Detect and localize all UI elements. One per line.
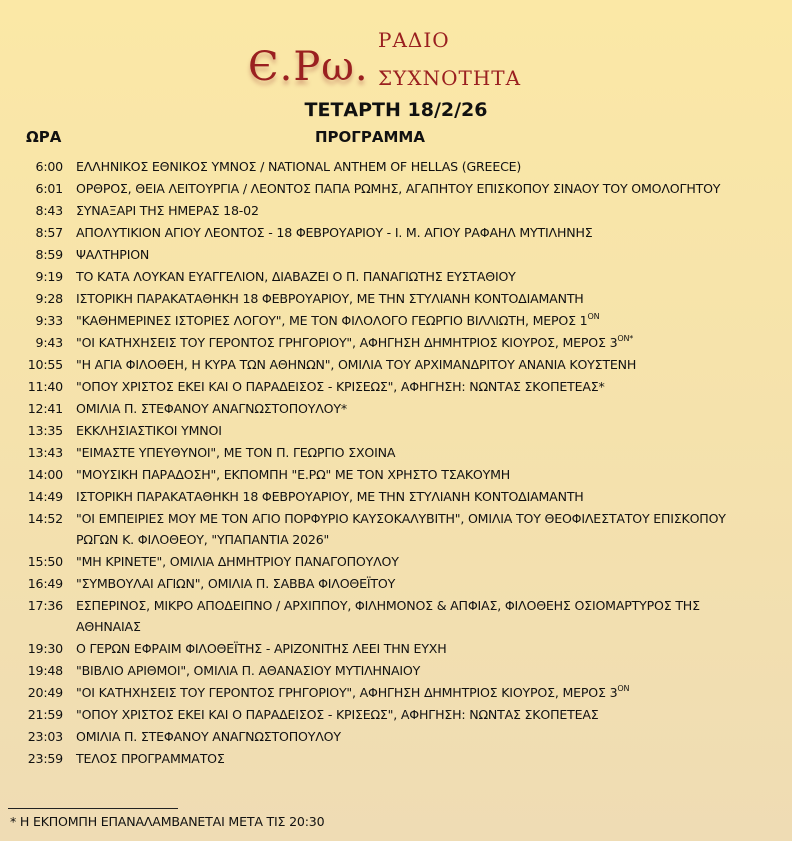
schedule-row <box>0 573 792 594</box>
schedule-description <box>76 486 766 507</box>
schedule-time: 9:33 <box>35 313 63 328</box>
schedule-row <box>0 442 792 463</box>
schedule-time: 14:52 <box>27 511 63 526</box>
schedule-time: 19:30 <box>27 641 63 656</box>
ordinal-suffix: ΟΝ* <box>617 334 634 343</box>
schedule-description <box>76 420 766 441</box>
description-text: ΨΑΛΤΗΡΙΟΝ <box>76 247 150 262</box>
schedule-description <box>76 200 766 221</box>
schedule-description <box>76 508 766 550</box>
schedule-time: 9:43 <box>35 335 63 350</box>
logo-mark: Є.Ρω. <box>248 44 369 90</box>
schedule-description <box>76 442 766 463</box>
schedule-list <box>0 156 792 770</box>
schedule-time: 9:19 <box>35 269 63 284</box>
description-text: "ΜΗ ΚΡΙΝΕΤΕ", ΟΜΙΛΙΑ ΔΗΜΗΤΡΙΟΥ ΠΑΝΑΓΟΠΟΥΛΟΥ <box>76 554 399 569</box>
schedule-row <box>0 464 792 485</box>
schedule-time: 6:00 <box>35 159 63 174</box>
logo-line-1: ΡΑΔΙΟ <box>378 28 450 52</box>
description-text: ΤΕΛΟΣ ΠΡΟΓΡΑΜΜΑΤΟΣ <box>76 751 225 766</box>
schedule-row <box>0 726 792 747</box>
description-text: "ΣΥΜΒΟΥΛΑΙ ΑΓΙΩΝ", ΟΜΙΛΙΑ Π. ΣΑΒΒΑ ΦΙΛΟΘΕΪΤΟΥ <box>76 576 396 591</box>
schedule-row <box>0 638 792 659</box>
schedule-description <box>76 178 766 199</box>
schedule-description <box>76 310 766 331</box>
schedule-row <box>0 288 792 309</box>
schedule-description <box>76 376 766 397</box>
schedule-row <box>0 332 792 353</box>
ordinal-suffix: ΟΝ <box>617 684 630 693</box>
description-text: "ΟΙ ΚΑΤΗΧΗΣΕΙΣ ΤΟΥ ΓΕΡΟΝΤΟΣ ΓΡΗΓΟΡΙΟΥ", ΑΦΗΓΗΣΗ ΔΗΜΗΤΡΙΟΣ ΚΙΟΥΡΟΣ, ΜΕΡΟΣ 3 <box>76 335 618 350</box>
ordinal-suffix: ΟΝ <box>587 312 600 321</box>
schedule-row <box>0 200 792 221</box>
schedule-row <box>0 551 792 572</box>
description-text: ΣΥΝΑΞΑΡΙ ΤΗΣ ΗΜΕΡΑΣ 18-02 <box>76 203 259 218</box>
schedule-time: 9:28 <box>35 291 63 306</box>
schedule-time: 23:59 <box>27 751 63 766</box>
schedule-row <box>0 266 792 287</box>
schedule-description <box>76 726 766 747</box>
schedule-description <box>76 551 766 572</box>
footnote: * Η ΕΚΠΟΜΠΗ ΕΠΑΝΑΛΑΜΒΑΝΕΤΑΙ ΜΕΤΑ ΤΙΣ 20:30 <box>10 814 325 829</box>
schedule-time: 14:00 <box>27 467 63 482</box>
schedule-time: 13:35 <box>27 423 63 438</box>
program-column-header: ΠΡΟΓΡΑΜΜΑ <box>315 128 425 146</box>
schedule-date-title: ΤΕΤΑΡΤΗ 18/2/26 <box>304 99 488 121</box>
schedule-time: 6:01 <box>35 181 63 196</box>
schedule-row <box>0 178 792 199</box>
schedule-description <box>76 748 766 769</box>
schedule-description <box>76 660 766 681</box>
schedule-row <box>0 156 792 177</box>
schedule-row <box>0 660 792 681</box>
schedule-time: 23:03 <box>27 729 63 744</box>
schedule-description <box>76 222 766 243</box>
schedule-description <box>76 595 766 637</box>
schedule-time: 12:41 <box>27 401 63 416</box>
description-text: ΙΣΤΟΡΙΚΗ ΠΑΡΑΚΑΤΑΘΗΚΗ 18 ΦΕΒΡΟΥΑΡΙΟΥ, ΜΕ ΤΗΝ ΣΤΥΛΙΑΝΗ ΚΟΝΤΟΔΙΑΜΑΝΤΗ <box>76 291 584 306</box>
schedule-description <box>76 704 766 725</box>
description-text: "ΕΙΜΑΣΤΕ ΥΠΕΥΘΥΝΟΙ", ΜΕ ΤΟΝ Π. ΓΕΩΡΓΙΟ ΣΧΟΙΝΑ <box>76 445 396 460</box>
schedule-description <box>76 398 766 419</box>
schedule-row <box>0 310 792 331</box>
description-text: ΙΣΤΟΡΙΚΗ ΠΑΡΑΚΑΤΑΘΗΚΗ 18 ΦΕΒΡΟΥΑΡΙΟΥ, ΜΕ ΤΗΝ ΣΤΥΛΙΑΝΗ ΚΟΝΤΟΔΙΑΜΑΝΤΗ <box>76 489 584 504</box>
schedule-time: 13:43 <box>27 445 63 460</box>
schedule-row <box>0 682 792 703</box>
schedule-description <box>76 354 766 375</box>
schedule-time: 19:48 <box>27 663 63 678</box>
description-text: ΟΡΘΡΟΣ, ΘΕΙΑ ΛΕΙΤΟΥΡΓΙΑ / ΛΕΟΝΤΟΣ ΠΑΠΑ ΡΩΜΗΣ, ΑΓΑΠΗΤΟΥ ΕΠΙΣΚΟΠΟΥ ΣΙΝΑΟΥ ΤΟΥ ΟΜΟΛΟΓΗΤΟΥ <box>76 181 721 196</box>
station-logo <box>248 28 528 98</box>
schedule-description <box>76 464 766 485</box>
schedule-row <box>0 748 792 769</box>
description-text: ΕΚΚΛΗΣΙΑΣΤΙΚΟΙ ΥΜΝΟΙ <box>76 423 222 438</box>
schedule-time: 17:36 <box>27 598 63 613</box>
schedule-row <box>0 354 792 375</box>
schedule-description <box>76 638 766 659</box>
schedule-row <box>0 222 792 243</box>
description-text: ΕΛΛΗΝΙΚΟΣ ΕΘΝΙΚΟΣ ΥΜΝΟΣ / NATIONAL ANTHEM OF HELLAS (GREECE) <box>76 159 522 174</box>
description-text: "Η ΑΓΙΑ ΦΙΛΟΘΕΗ, Η ΚΥΡΑ ΤΩΝ ΑΘΗΝΩΝ", ΟΜΙΛΙΑ ΤΟΥ ΑΡΧΙΜΑΝΔΡΙΤΟΥ ΑΝΑΝΙΑ ΚΟΥΣΤΕΝΗ <box>76 357 637 372</box>
schedule-description <box>76 288 766 309</box>
footnote-divider <box>8 808 178 809</box>
schedule-description <box>76 266 766 287</box>
schedule-time: 21:59 <box>27 707 63 722</box>
schedule-row <box>0 595 792 637</box>
schedule-description <box>76 156 766 177</box>
description-text: "ΟΠΟΥ ΧΡΙΣΤΟΣ ΕΚΕΙ ΚΑΙ Ο ΠΑΡΑΔΕΙΣΟΣ - ΚΡΙΣΕΩΣ", ΑΦΗΓΗΣΗ: ΝΩΝΤΑΣ ΣΚΟΠΕΤΕΑΣ* <box>76 379 605 394</box>
schedule-row <box>0 244 792 265</box>
schedule-row <box>0 486 792 507</box>
description-text: Ο ΓΕΡΩΝ ΕΦΡΑΙΜ ΦΙΛΟΘΕΪΤΗΣ - ΑΡΙΖΟΝΙΤΗΣ ΛΕΕΙ ΤΗΝ ΕΥΧΗ <box>76 641 447 656</box>
schedule-description <box>76 573 766 594</box>
schedule-time: 8:59 <box>35 247 63 262</box>
schedule-time: 11:40 <box>27 379 63 394</box>
schedule-time: 8:57 <box>35 225 63 240</box>
description-text: ΑΠΟΛΥΤΙΚΙΟΝ ΑΓΙΟΥ ΛΕΟΝΤΟΣ - 18 ΦΕΒΡΟΥΑΡΙΟΥ - Ι. Μ. ΑΓΙΟΥ ΡΑΦΑΗΛ ΜΥΤΙΛΗΝΗΣ <box>76 225 593 240</box>
description-text: "ΜΟΥΣΙΚΗ ΠΑΡΑΔΟΣΗ", ΕΚΠΟΜΠΗ "Ε.ΡΩ" ΜΕ ΤΟΝ ΧΡΗΣΤΟ ΤΣΑΚΟΥΜΗ <box>76 467 511 482</box>
schedule-description <box>76 332 766 353</box>
description-text: ΟΜΙΛΙΑ Π. ΣΤΕΦΑΝΟΥ ΑΝΑΓΝΩΣΤΟΠΟΥΛΟΥ <box>76 729 341 744</box>
schedule-time: 20:49 <box>27 685 63 700</box>
schedule-time: 15:50 <box>27 554 63 569</box>
schedule-row <box>0 704 792 725</box>
description-text: "ΒΙΒΛΙΟ ΑΡΙΘΜΟΙ", ΟΜΙΛΙΑ Π. ΑΘΑΝΑΣΙΟΥ ΜΥΤΙΛΗΝΑΙΟΥ <box>76 663 421 678</box>
schedule-row <box>0 508 792 550</box>
logo-line-2: ΣΥΧΝΟΤΗΤΑ <box>378 66 522 90</box>
schedule-time: 14:49 <box>27 489 63 504</box>
description-text: "ΟΙ ΚΑΤΗΧΗΣΕΙΣ ΤΟΥ ΓΕΡΟΝΤΟΣ ΓΡΗΓΟΡΙΟΥ", ΑΦΗΓΗΣΗ ΔΗΜΗΤΡΙΟΣ ΚΙΟΥΡΟΣ, ΜΕΡΟΣ 3 <box>76 685 618 700</box>
schedule-row <box>0 376 792 397</box>
schedule-time: 16:49 <box>27 576 63 591</box>
schedule-time: 8:43 <box>35 203 63 218</box>
description-text: ΤΟ ΚΑΤΑ ΛΟΥΚΑΝ ΕΥΑΓΓΕΛΙΟΝ, ΔΙΑΒΑΖΕΙ Ο Π. ΠΑΝΑΓΙΩΤΗΣ ΕΥΣΤΑΘΙΟΥ <box>76 269 516 284</box>
description-text: ΕΣΠΕΡΙΝΟΣ, ΜΙΚΡΟ ΑΠΟΔΕΙΠΝΟ / ΑΡΧΙΠΠΟΥ, ΦΙΛΗΜΟΝΟΣ & ΑΠΦΙΑΣ, ΦΙΛΟΘΕΗΣ ΟΣΙΟΜΑΡΤΥΡΟΣ ΤΗΣ ΑΘΗΝΑΙΑΣ <box>76 598 700 634</box>
schedule-row <box>0 398 792 419</box>
description-text: "ΟΠΟΥ ΧΡΙΣΤΟΣ ΕΚΕΙ ΚΑΙ Ο ΠΑΡΑΔΕΙΣΟΣ - ΚΡΙΣΕΩΣ", ΑΦΗΓΗΣΗ: ΝΩΝΤΑΣ ΣΚΟΠΕΤΕΑΣ <box>76 707 599 722</box>
description-text: "ΚΑΘΗΜΕΡΙΝΕΣ ΙΣΤΟΡΙΕΣ ΛΟΓΟΥ", ΜΕ ΤΟΝ ΦΙΛΟΛΟΓΟ ΓΕΩΡΓΙΟ ΒΙΛΛΙΩΤΗ, ΜΕΡΟΣ 1 <box>76 313 588 328</box>
description-text: ΟΜΙΛΙΑ Π. ΣΤΕΦΑΝΟΥ ΑΝΑΓΝΩΣΤΟΠΟΥΛΟΥ* <box>76 401 347 416</box>
schedule-time: 10:55 <box>27 357 63 372</box>
schedule-description <box>76 244 766 265</box>
schedule-row <box>0 420 792 441</box>
description-text: "ΟΙ ΕΜΠΕΙΡΙΕΣ ΜΟΥ ΜΕ ΤΟΝ ΑΓΙΟ ΠΟΡΦΥΡΙΟ ΚΑΥΣΟΚΑΛΥΒΙΤΗ", ΟΜΙΛΙΑ ΤΟΥ ΘΕΟΦΙΛΕΣΤΑΤΟΥ ΕΠΙΣΚΟΠΟΥ ΡΩΓΩΝ Κ. ΦΙΛΟΘΕΟΥ, "ΥΠΑΠΑΝΤΙΑ 2026" <box>76 511 726 547</box>
schedule-description <box>76 682 766 703</box>
time-column-header: ΩΡΑ <box>26 128 62 146</box>
